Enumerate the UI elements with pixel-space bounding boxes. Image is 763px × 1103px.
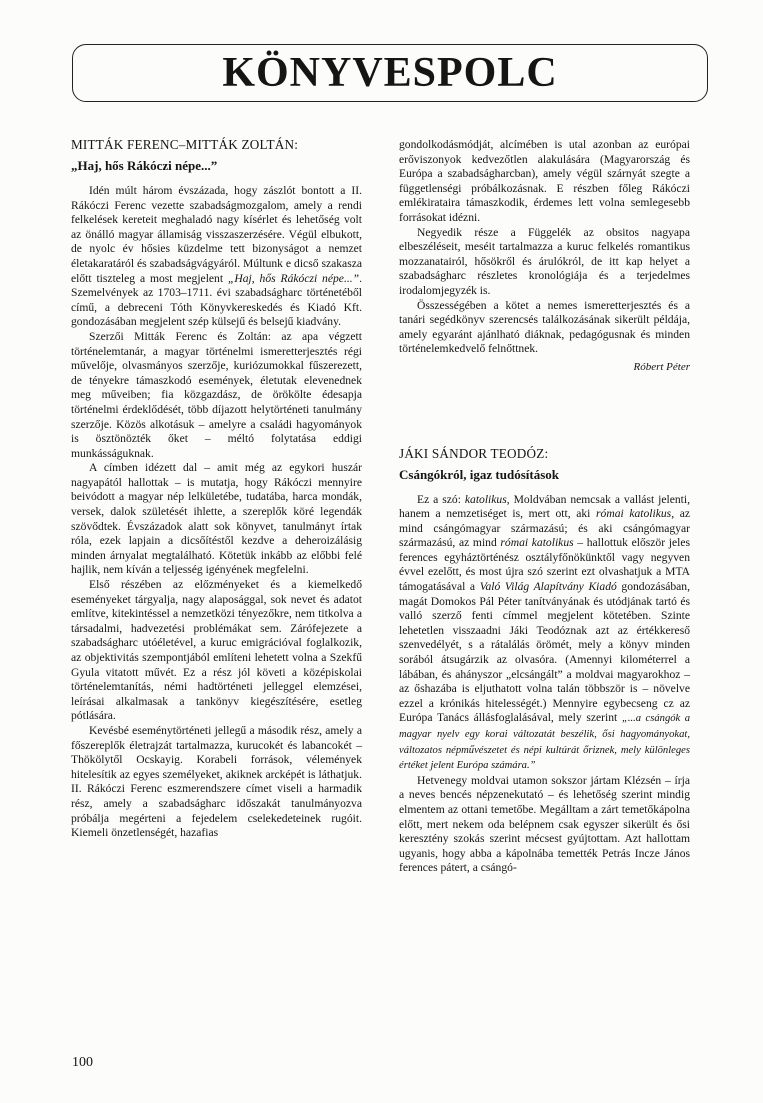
review1-signature: Róbert Péter (633, 360, 690, 373)
review1-paragraph-6: gondolkodásmódját, alcímében is utal azonban az európai erőviszonyok kedvezőtlen alakulására (Magyarország és Európa a szabadságharcban), amely végül szárnyát szegte a függetlenségi próbálkozásnak. E részben főleg Rákóczi emlékirataira támaszkodik, érdemes lett volna semlegesebb forrásokat idézni. (399, 138, 690, 224)
review1-paragraph-1 (71, 184, 362, 330)
review2-p1-part-e: gondozásában, magát Domokos Pál Péter tanítványának és utódjának tartó és valló szerző fenti címmel megjelent kötetében. Szinte lehetetlen visszaadni Jáki Teodóznak azt az értékkereső szenvedélyét, s a rátalálás örömét, mely a könyv minden sorából átsugárzik az olvasóra. (Amennyi kilométerrel a lábában, és ahányszor „elcsángált” a moldvai magyarokhoz – az őshazába is eljuthatott volna talán többször is – növelve ezzel a krónikás hitelességét.) Mennyire egybecseng cz az Európa Tanács állásfoglalásával, mely szerint (399, 580, 690, 725)
page-number: 100 (72, 1055, 93, 1070)
left-column (71, 136, 362, 841)
review2-paragraph-1 (399, 493, 690, 774)
review1-p1-part-b: . Szemelvények az 1703–1711. évi szabadságharc történetéből című, a debreceni Tóth Könyvkereskedés és Kiadó Kft. gondozásában megjelent szép külsejű és belsejű kiadvány. (71, 271, 362, 329)
review2-p1-romai-katolikus-2: római katolikus (500, 536, 574, 550)
review1-paragraph-8: Összességében a kötet a nemes ismeretterjesztés és a tanári segédkönyv szerencsés találkozásának sikerült példája, amely egyaránt ajánlható diáknak, pedagógusnak és minden történelemkedvelő felnőttnek. (399, 298, 690, 356)
section-gap (399, 375, 690, 445)
review1-paragraph-5: Kevésbé eseménytörténeti jellegű a második rész, amely a főszereplők életrajzát tartalmazza, kurucokét és labancokét – Thökölytől Ocskayig. Korabeli források, vélemények hitelesítik az egyes személyeket, akiknek arcképét is láthatjuk. II. Rákóczi Ferenc eszmerendszere címet viseli a harmadik rész, amely a szabadságharc időszakát tanulmányozva próbálja megérteni a fejedelem cselekedeteinek rugóit. Kiemeli önzetlenségét, hazafias (71, 723, 362, 840)
review2-author: JÁKI SÁNDOR TEODÓZ: (399, 445, 549, 461)
review2-p1-publisher: Való Világ Alapítvány Kiadó (479, 580, 617, 594)
review2-p1-katolikus: katolikus (464, 492, 507, 506)
right-column (399, 138, 690, 876)
review1-p1-part-a: Idén múlt három évszázada, hogy zászlót bontott a II. Rákóczi Ferenc vezette szabadságmozgalom, amely a rendi felkelések kereteit meghaladó nagy kísérlet és lehetőség volt az önálló magyar államiság visszaszerzésére. Végül elbukott, de nyolc év hősies küzdelme tett bizonyságot a nemzet életakaratáról és szabadságvágyáról. Múltunk e dicső szakasza előtt tiszteleg a most megjelent (71, 184, 362, 285)
review1-paragraph-2: Szerzői Mitták Ferenc és Zoltán: az apa végzett történelemtanár, a magyar történelmi ismeretterjesztés régi művelője, olvasmányos szerzője, kuriózumokkal fűszerezett, de tényekre támaszkodó események, életutak elevenednek meg műveiben; fia közgazdász, de örökölte édesapja történelmi érdeklődését, több díjazott helytörténeti tanulmány szerzője. Közös alkotásuk – amelyre a családi hagyományok is ösztönözték őket – méltó folytatása eddigi munkásságuknak. (71, 329, 362, 460)
review2-title: Csángókról, igaz tudósítások (399, 466, 559, 482)
review1-author: MITTÁK FERENC–MITTÁK ZOLTÁN: (71, 137, 299, 152)
review1-paragraph-7: Negyedik része a Függelék az obsitos nagyapa elbeszéléseit, meséit tartalmazza a kuruc felkelés romantikus mozzanatairól, hősökről és árulókról, de itt kap helyet a szabadságharc részletes kronológiája és a terjedelmes irodalomjegyzék is. (399, 225, 690, 297)
review2-p1-part-c: , az mind csángómagyar származású; és aki csángómagyar származású, az mind (399, 507, 690, 550)
review2-p1-quote: „...a csángók a magyar nyelv egy korai változatát beszélik, ősi hagyományokat, változatos népművészetet és népi kultúrát őriznek, mely különleges értéket jelent Európa számára.” (399, 713, 690, 772)
review2-p1-romai-katolikus: római katolikus (596, 507, 672, 521)
review1-title: „Haj, hős Rákóczi népe...” (71, 158, 218, 173)
review2-p1-part-a: Ez a szó: (417, 492, 465, 506)
review1-paragraph-3: A címben idézett dal – amit még az egykori huszár nagyapától hallottak – is mutatja, hogy Rákóczi mennyire beivódott a magyar nép lelkületébe, tudatába, harca mondák, versek, dalok születését ihlette, a szereplők köré legendák szövődtek. Évszázadok alatt sok könyvet, tanulmányt írtak róla, ezek lapjain a dicsőítéstől kezdve a deheroizálásig minden árnyalat megtalálható. Kötetük inkább az előbbi felé hajlik, nem kíván a teljesség igényének megfelelni. (71, 461, 362, 577)
section-title-box (72, 44, 708, 102)
section-title: KÖNYVESPOLC (222, 50, 558, 96)
review2-p1-part-d: – hallottuk először jeles ferences egyháztörténész osztályfőnökünktől vagy negyven évvel ezelőtt, és most újra szó szerint ezt olvashatjuk a MTA támogatásával a (399, 536, 690, 594)
review2-p1-part-b: , Moldvában nemcsak a vallást jelenti, hanem a nemzetiséget is, mert ott, aki (399, 492, 690, 521)
review2-paragraph-2: Hetvenegy moldvai utamon sokszor jártam Klézsén – írja a neves bencés népzenekutató – és lehetőség szerint mindig elmentem az ottani temetőbe. Megálltam a zárt temetőkápolna előtt, mert nekem oda belépnem csak egyszer sikerült és ősi keresztény szokás szerint mécsest gyújtottam. Azt hallottam ugyanis, hogy abba a kápolnába temették Petrás Incze János ferences pátert, a csángó- (399, 773, 690, 875)
review1-p1-quote: „Haj, hős Rákóczi népe...” (227, 271, 360, 285)
review1-paragraph-4: Első részében az előzményeket és a kiemelkedő eseményeket tárgyalja, nagy alaposággal, sok nevet és adatot említve, kitekintéssel a nemzetközi tényezőkre, nem titkolva a társadalmi, hadvezetési problémákat sem. Zárófejezete a szabadságharc utóéletével, a kuruc emigrációval foglalkozik, az objektivitás szempontjából említeni lehetett volna a Szekfű Gyula vitatott művét. Ez a rész jól követi a középiskolai történelemtanítás, némi hadtörténeti jelleggel elemzései, leírásai alkalmasak a tankönyv kiegészítésére, esetleg pótlására. (71, 578, 362, 723)
